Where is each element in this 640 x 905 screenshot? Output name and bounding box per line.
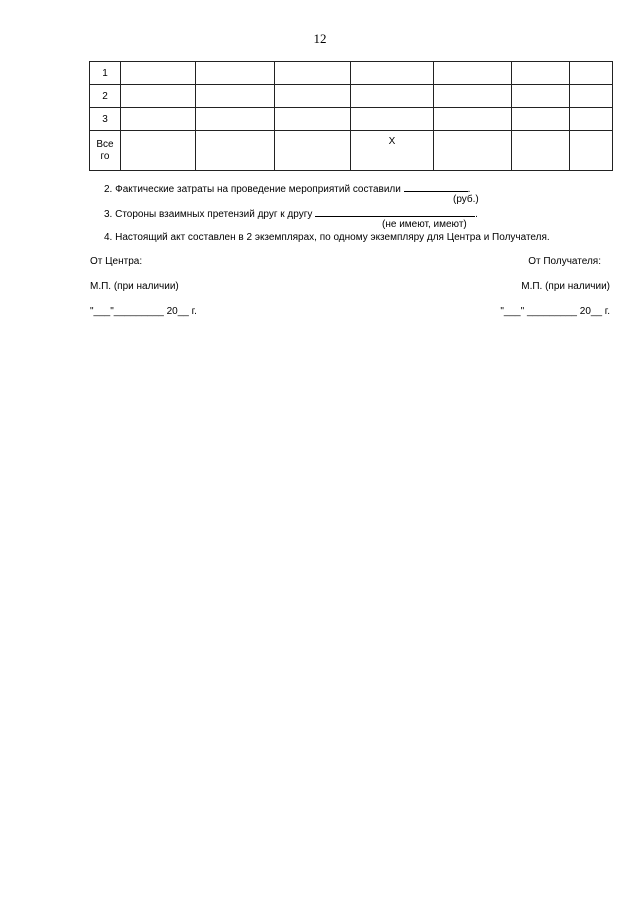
table-cell [434,85,512,108]
left-party-label: От Центра: [90,256,143,267]
item-3-end: . [475,209,478,220]
table-cell [512,108,570,131]
right-stamp-label: М.П. (при наличии) [521,281,610,292]
table-cell [196,131,275,171]
table-row [90,85,613,108]
table-row [90,108,613,131]
table-cell [121,85,196,108]
right-party-label: От Получателя: [528,256,601,267]
item-2-text: 2. Фактические затраты на проведение мероприятий составили [104,184,401,195]
table-cell [570,108,613,131]
table-cell [512,62,570,85]
table-cell [196,85,275,108]
table-cell [275,131,351,171]
page-number: 12 [313,31,327,46]
table-cell [512,131,570,171]
table-cell [434,108,512,131]
table-cell [196,62,275,85]
item-3-note: (не имеют, имеют) [382,219,467,230]
table-cell [570,62,613,85]
table-cell [275,85,351,108]
table-cell [121,62,196,85]
item-3-blank [315,207,475,217]
item-2-line [104,182,470,196]
row-label: 3 [90,108,121,131]
table-cell [121,131,196,171]
left-stamp-label: М.П. (при наличии) [90,281,179,292]
table-row-total [90,131,613,171]
table-cell [434,62,512,85]
row-label-total: Все го [90,131,121,171]
table-cell [512,85,570,108]
table-cell [570,85,613,108]
item-3-text: 3. Стороны взаимных претензий друг к другу [104,209,313,220]
table-cell [196,108,275,131]
table-row [90,62,613,85]
left-date-line: "___"_________ 20__ г. [90,306,197,317]
table-cell-x: X [351,131,434,171]
row-label: 2 [90,85,121,108]
table-cell [121,108,196,131]
right-date-line: "___" _________ 20__ г. [500,306,610,317]
row-label: 1 [90,62,121,85]
item-4-text: 4. Настоящий акт составлен в 2 экземплярах, по одному экземпляру для Центра и Получателя. [104,232,550,243]
table-cell [275,108,351,131]
table-cell [351,62,434,85]
item-2-end: . [467,184,471,195]
item-2-blank [404,182,468,192]
expenses-table [89,61,613,171]
item-2-note: (руб.) [453,194,479,205]
table-cell [351,85,434,108]
table-cell [275,62,351,85]
table-cell [570,131,613,171]
table-cell [434,131,512,171]
table-cell [351,108,434,131]
